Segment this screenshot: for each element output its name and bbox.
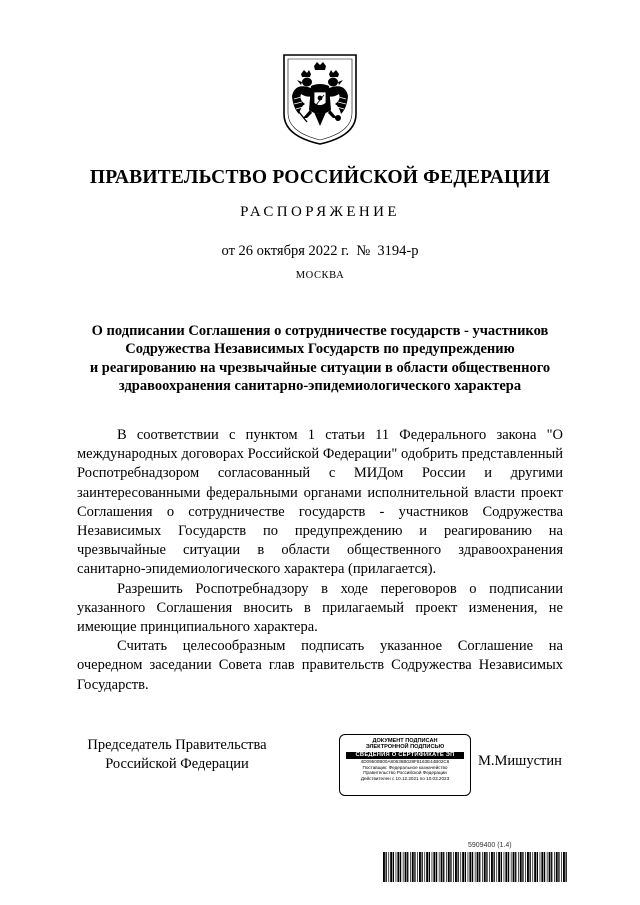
heading-line: и реагированию на чрезвычайные ситуации в области общественного [89, 359, 551, 376]
body-paragraph: Считать целесообразным подписать указанное Соглашение на очередном заседании Совета глав правительств Содружества Независимых Государств. [77, 638, 563, 693]
signatory-position-line: Российской Федерации [105, 756, 249, 772]
barcode-number: 5909400 (1.4) [468, 842, 512, 849]
body-paragraph: Разрешить Роспотребнадзору в ходе переговоров о подписании указанного Соглашения вносить в прилагаемый проект изменения, не имеющие принципиального характера. [77, 580, 563, 636]
document-city: МОСКВА [295, 270, 345, 281]
stamp-line: ЭЛЕКТРОННОЙ ПОДПИСЬЮ [365, 744, 445, 751]
stamp-serial: 4D09500B00A80636B028F8163E44B02C6 [360, 759, 450, 765]
document-heading [74, 322, 566, 396]
stamp-validity: Действителен с 10.12.2021 по 10.03.2023 [360, 775, 450, 781]
document-type: РАСПОРЯЖЕНИЕ [240, 204, 400, 220]
stamp-owner: Правительство Российской Федерации [363, 770, 447, 776]
coat-of-arms-icon [281, 52, 359, 146]
signatory-position-line: Председатель Правительства [87, 737, 267, 753]
heading-line: О подписании Соглашения о сотрудничестве государств - участников [91, 323, 549, 339]
document-body [77, 426, 563, 695]
government-title: ПРАВИТЕЛЬСТВО РОССИЙСКОЙ ФЕДЕРАЦИИ [89, 167, 551, 188]
signatory-name: М.Мишустин [478, 753, 562, 769]
electronic-signature-stamp [339, 734, 471, 796]
signatory-position [77, 736, 277, 774]
heading-line: Содружества Независимых Государств по предупреждению [125, 341, 515, 358]
stamp-cert-header: СВЕДЕНИЯ О СЕРТИФИКАТЕ ЭП [346, 752, 464, 759]
stamp-issuer: Поставщик: Федеральное казначейство [362, 764, 448, 770]
body-paragraph: В соответствии с пунктом 1 статьи 11 Федерального закона "О международных договорах Российской Федерации" одобрить представленный Роспотребнадзором согласованный с МИДом России и другими заинтересованными федеральными органами исполнительной власти проект Соглашения о сотрудничестве государств - участников Содружества Независимых Государств по предупреждению и реагированию на чрезвычайные ситуации в области общественного здравоохранения санитарно-эпидемиологического характера (прилагается). [77, 427, 563, 578]
document-date-number: от 26 октября 2022 г. № 3194-р [221, 243, 419, 259]
stamp-line: ДОКУМЕНТ ПОДПИСАН [372, 738, 438, 744]
barcode-icon [383, 852, 567, 882]
heading-line: здравоохранения санитарно-эпидемиологического характера [118, 378, 522, 395]
